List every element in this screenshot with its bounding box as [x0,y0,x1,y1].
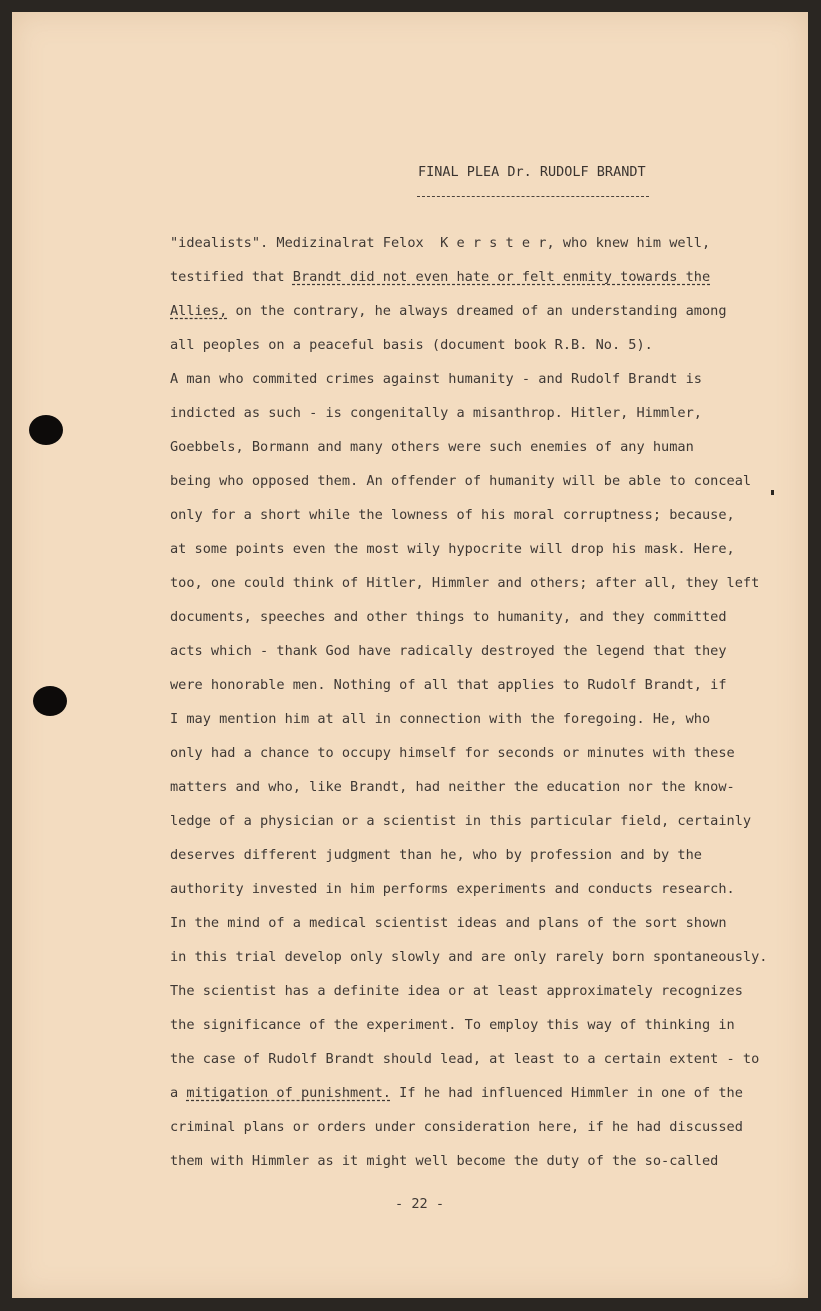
text-line [170,1117,743,1137]
text-line [170,1049,759,1069]
text-segment: authority invested in him performs experiments and conducts research. [170,881,735,897]
text-line [170,335,653,355]
document-page [12,12,808,1298]
underlined-text: Brandt did not even hate or felt enmity towards the [292,269,711,285]
text-line [170,1151,718,1171]
text-segment: I may mention him at all in connection with the foregoing. He, who [170,711,711,727]
page-title: FINAL PLEA Dr. RUDOLF BRANDT [418,164,646,180]
text-segment: testified that [170,269,293,285]
text-segment: acts which - thank God have radically destroyed the legend that they [170,643,727,659]
text-segment: at some points even the most wily hypocrite will drop his mask. Here, [170,541,735,557]
title-underline [417,196,649,197]
text-line [170,675,727,695]
text-segment: on the contrary, he always dreamed of an understanding among [227,303,727,319]
page-number: - 22 - [395,1196,445,1212]
text-line [170,301,727,321]
text-line [170,879,735,899]
text-segment: the significance of the experiment. To employ this way of thinking in [170,1017,735,1033]
text-line [170,573,759,593]
text-segment: too, one could think of Hitler, Himmler and others; after all, they left [170,575,760,591]
text-segment: in this trial develop only slowly and are only rarely born spontaneously. [170,949,768,965]
text-segment: The scientist has a definite idea or at least approximately recognizes [170,983,743,999]
text-line [170,607,727,627]
text-segment: "idealists". Medizinalrat Felox K e r s t e r, who knew him well, [170,235,711,251]
text-line [170,709,710,729]
text-segment: being who opposed them. An offender of humanity will be able to conceal [170,473,752,489]
text-segment: Goebbels, Bormann and many others were such enemies of any human [170,439,694,455]
text-segment: ledge of a physician or a scientist in this particular field, certainly [170,813,752,829]
text-segment: indicted as such - is congenitally a misanthrop. Hitler, Himmler, [170,405,702,421]
text-line [170,437,694,457]
text-line [170,505,735,525]
text-segment: documents, speeches and other things to humanity, and they committed [170,609,727,625]
text-segment: a [170,1085,187,1101]
text-segment: In the mind of a medical scientist ideas and plans of the sort shown [170,915,727,931]
text-line [170,1015,735,1035]
underlined-text: mitigation of punishment. [186,1085,391,1101]
text-segment: If he had influenced Himmler in one of the [390,1085,743,1101]
text-line [170,743,735,763]
text-line [170,471,751,491]
text-segment: criminal plans or orders under consideration here, if he had discussed [170,1119,743,1135]
text-segment: them with Himmler as it might well become the duty of the so-called [170,1153,719,1169]
text-line [170,777,735,797]
text-line [170,845,702,865]
text-line [170,539,735,559]
text-line [170,267,710,287]
text-line [170,1083,743,1103]
punch-hole-top [29,415,63,445]
text-line [170,981,743,1001]
text-segment: all peoples on a peaceful basis (document book R.B. No. 5). [170,337,653,353]
text-segment: were honorable men. Nothing of all that applies to Rudolf Brandt, if [170,677,727,693]
text-line [170,811,751,831]
text-segment: matters and who, like Brandt, had neither the education nor the know- [170,779,735,795]
text-line [170,233,710,253]
text-line [170,403,702,423]
text-segment: only had a chance to occupy himself for seconds or minutes with these [170,745,735,761]
text-segment: the case of Rudolf Brandt should lead, at least to a certain extent - to [170,1051,760,1067]
ink-speck [771,490,774,495]
text-segment: only for a short while the lowness of his moral corruptness; because, [170,507,735,523]
text-line [170,369,702,389]
text-line [170,913,727,933]
text-line [170,641,727,661]
punch-hole-bottom [33,686,67,716]
text-line [170,947,767,967]
text-segment: A man who commited crimes against humanity - and Rudolf Brandt is [170,371,702,387]
text-segment: deserves different judgment than he, who by profession and by the [170,847,702,863]
underlined-text: Allies, [170,303,228,319]
